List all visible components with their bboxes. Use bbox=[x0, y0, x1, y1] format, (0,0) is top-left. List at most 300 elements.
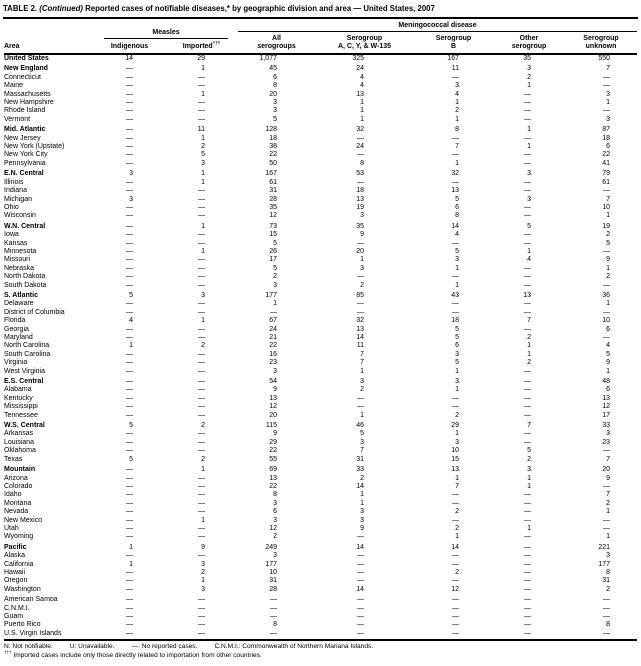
cell-value: 1 bbox=[129, 560, 133, 568]
cell-value: — bbox=[198, 430, 205, 438]
cell-value: 32 bbox=[451, 170, 459, 178]
cell-value: 5 bbox=[455, 334, 459, 341]
cell-value: 1 bbox=[201, 65, 205, 73]
cell-value: 3 bbox=[201, 159, 205, 167]
cell-value: — bbox=[603, 187, 610, 195]
area-name: Pacific bbox=[4, 543, 27, 551]
cell-value: — bbox=[126, 491, 133, 499]
table-row bbox=[4, 569, 637, 577]
table-row bbox=[4, 561, 637, 569]
cell-value: — bbox=[198, 604, 205, 612]
cell-value: — bbox=[524, 115, 531, 123]
cell-value: — bbox=[357, 568, 364, 576]
cell-value: 29 bbox=[451, 422, 459, 430]
cell-value: — bbox=[524, 604, 531, 612]
column-header-line: All bbox=[272, 35, 281, 42]
footnote-legend-line bbox=[4, 643, 637, 652]
table-row bbox=[4, 290, 637, 300]
area-name: Hawaii bbox=[4, 568, 26, 576]
cell-value: — bbox=[126, 613, 133, 620]
cell-value: — bbox=[126, 256, 133, 264]
cell-value: — bbox=[126, 325, 133, 333]
cell-value: 221 bbox=[598, 543, 610, 551]
area-name: Arkansas bbox=[4, 430, 34, 438]
cell-value: 20 bbox=[269, 90, 277, 98]
cell-value: 1 bbox=[527, 342, 531, 350]
cell-value: 22 bbox=[602, 151, 610, 159]
cell-value: 14 bbox=[451, 543, 459, 551]
cell-value: — bbox=[126, 367, 133, 375]
area-name: Wyoming bbox=[4, 533, 34, 541]
area-name: Virginia bbox=[4, 359, 28, 367]
cell-value: 1 bbox=[455, 99, 459, 107]
cell-value: — bbox=[524, 281, 531, 289]
table-row bbox=[4, 179, 637, 187]
cell-value: 18 bbox=[356, 187, 364, 195]
cell-value: 46 bbox=[356, 422, 364, 430]
cell-value: — bbox=[452, 596, 459, 604]
cell-value: 2 bbox=[527, 359, 531, 367]
table-row bbox=[4, 116, 637, 124]
cell-value: 8 bbox=[455, 126, 459, 134]
table-row bbox=[4, 221, 637, 231]
cell-value: — bbox=[126, 308, 133, 316]
cell-value: 5 bbox=[606, 239, 610, 247]
cell-value: 18 bbox=[451, 317, 459, 325]
cell-value: — bbox=[198, 491, 205, 499]
cell-value: — bbox=[452, 151, 459, 159]
table-body bbox=[4, 54, 637, 640]
cell-value: — bbox=[603, 516, 610, 524]
cell-value: — bbox=[126, 247, 133, 255]
cell-value: 9 bbox=[606, 256, 610, 264]
column-header-serogroup-b bbox=[414, 31, 493, 54]
cell-value: 22 bbox=[269, 151, 277, 159]
title-divider-rule bbox=[3, 17, 638, 19]
group-header-measles-label: Measles bbox=[104, 29, 228, 39]
area-name: Utah bbox=[4, 524, 19, 532]
cell-value: 2 bbox=[527, 334, 531, 341]
table-row bbox=[4, 613, 637, 621]
cell-value: — bbox=[126, 447, 133, 455]
cell-value: 7 bbox=[360, 350, 364, 358]
table-row bbox=[4, 430, 637, 438]
area-name: Delaware bbox=[4, 300, 34, 308]
cell-value: 2 bbox=[455, 568, 459, 576]
cell-value: 115 bbox=[265, 422, 277, 430]
cell-value: 8 bbox=[606, 568, 610, 576]
area-name: Louisiana bbox=[4, 438, 34, 446]
cell-value: — bbox=[126, 273, 133, 281]
cell-value: — bbox=[126, 159, 133, 167]
cell-value: 22 bbox=[269, 447, 277, 455]
cell-value: 8 bbox=[606, 621, 610, 629]
area-name: United States bbox=[4, 55, 49, 62]
cell-value: — bbox=[524, 99, 531, 107]
cell-value: — bbox=[452, 403, 459, 411]
cell-value: — bbox=[198, 256, 205, 264]
table-row bbox=[4, 248, 637, 256]
cell-value: 1 bbox=[455, 281, 459, 289]
cell-value: 1 bbox=[360, 115, 364, 123]
cell-value: — bbox=[524, 212, 531, 220]
area-name: Wisconsin bbox=[4, 212, 36, 220]
cell-value: 4 bbox=[606, 342, 610, 350]
cell-value: — bbox=[198, 264, 205, 272]
cell-value: 50 bbox=[269, 159, 277, 167]
area-name: W.N. Central bbox=[4, 222, 46, 230]
cell-value: 32 bbox=[356, 126, 364, 134]
cell-value: — bbox=[126, 239, 133, 247]
cell-value: 5 bbox=[527, 222, 531, 230]
cell-value: — bbox=[524, 430, 531, 438]
cell-value: 3 bbox=[273, 367, 277, 375]
cell-value: 1 bbox=[273, 300, 277, 308]
cell-value: 3 bbox=[606, 115, 610, 123]
cell-value: 1 bbox=[527, 350, 531, 358]
cell-value: 1 bbox=[527, 524, 531, 532]
cell-value: 23 bbox=[602, 438, 610, 446]
cell-value: 2 bbox=[273, 273, 277, 281]
cell-value: 61 bbox=[269, 178, 277, 186]
cell-value: 3 bbox=[273, 99, 277, 107]
footnote-imported-line bbox=[4, 649, 637, 661]
cell-value: — bbox=[357, 134, 364, 142]
table-row bbox=[4, 395, 637, 403]
cell-value: 1 bbox=[129, 543, 133, 551]
cell-value: 2 bbox=[527, 455, 531, 463]
column-header-line: Serogroup bbox=[435, 35, 472, 42]
column-header-imported-label: Imported bbox=[182, 43, 213, 50]
cell-value: — bbox=[524, 187, 531, 195]
area-name: Connecticut bbox=[4, 73, 41, 81]
cell-value: — bbox=[270, 596, 277, 604]
cell-value: — bbox=[198, 308, 205, 316]
cell-value: — bbox=[452, 134, 459, 142]
cell-value: 13 bbox=[602, 394, 610, 402]
cell-value: 35 bbox=[356, 222, 364, 230]
cell-value: — bbox=[126, 378, 133, 386]
cell-value: — bbox=[126, 134, 133, 142]
area-name: Arizona bbox=[4, 474, 28, 482]
cell-value: — bbox=[126, 264, 133, 272]
cell-value: 1 bbox=[360, 491, 364, 499]
area-name: Rhode Island bbox=[4, 107, 46, 115]
cell-value: — bbox=[524, 403, 531, 411]
area-name: Oregon bbox=[4, 577, 28, 585]
table-row bbox=[4, 386, 637, 394]
cell-value: — bbox=[198, 82, 205, 90]
cell-value: — bbox=[198, 508, 205, 516]
cell-value: — bbox=[198, 386, 205, 394]
area-name: Oklahoma bbox=[4, 447, 36, 455]
cell-value: 2 bbox=[455, 107, 459, 115]
cell-value: 7 bbox=[606, 455, 610, 463]
table-row bbox=[4, 196, 637, 204]
cell-value: 33 bbox=[356, 466, 364, 474]
cell-value: — bbox=[524, 621, 531, 629]
table-row bbox=[4, 368, 637, 376]
area-name: District of Columbia bbox=[4, 308, 65, 316]
column-header-line: A, C, Y, & W-135 bbox=[337, 43, 392, 50]
cell-value: — bbox=[126, 499, 133, 507]
cell-value: 6 bbox=[455, 342, 459, 350]
cell-value: — bbox=[126, 596, 133, 604]
area-name: Colorado bbox=[4, 482, 33, 490]
area-name: Minnesota bbox=[4, 247, 37, 255]
table-row bbox=[4, 326, 637, 334]
cell-value: 2 bbox=[360, 386, 364, 394]
cell-value: 17 bbox=[269, 256, 277, 264]
table-row bbox=[4, 376, 637, 386]
dagger-marker: ††† bbox=[4, 649, 12, 655]
cell-value: 14 bbox=[356, 482, 364, 490]
cell-value: — bbox=[414, 630, 493, 640]
cell-value: — bbox=[603, 596, 610, 604]
cell-value: 1,077 bbox=[259, 55, 277, 62]
cell-value: — bbox=[452, 394, 459, 402]
cell-value: 3 bbox=[527, 170, 531, 178]
cell-value: 7 bbox=[360, 359, 364, 367]
cell-value: 14 bbox=[356, 585, 364, 593]
cell-value: — bbox=[524, 394, 531, 402]
cell-value: — bbox=[126, 524, 133, 532]
area-name: Tennessee bbox=[4, 411, 38, 419]
cell-value: — bbox=[198, 212, 205, 220]
cell-value: 9 bbox=[201, 543, 205, 551]
cell-value: — bbox=[126, 203, 133, 211]
cell-value: — bbox=[198, 187, 205, 195]
area-name: Massachusetts bbox=[4, 90, 51, 98]
cell-value: 1 bbox=[527, 474, 531, 482]
cell-value: 85 bbox=[356, 291, 364, 299]
cell-value: — bbox=[357, 621, 364, 629]
cell-value: — bbox=[452, 552, 459, 560]
area-name: Kentucky bbox=[4, 394, 33, 402]
table-row bbox=[4, 517, 637, 525]
cell-value: — bbox=[603, 308, 610, 316]
area-name: Alabama bbox=[4, 386, 32, 394]
cell-value: 1 bbox=[360, 107, 364, 115]
table-row bbox=[4, 300, 637, 308]
table-row bbox=[4, 359, 637, 367]
cell-value: — bbox=[357, 604, 364, 612]
area-name: Mid. Atlantic bbox=[4, 126, 46, 134]
cell-value: 3 bbox=[129, 195, 133, 203]
cell-value: 3 bbox=[606, 430, 610, 438]
table-title-continued: (Continued) bbox=[39, 4, 83, 13]
table-row bbox=[4, 334, 637, 342]
cell-value: 28 bbox=[269, 195, 277, 203]
footnote-imported-text: Imported cases include only those directly related to importation from other countries. bbox=[13, 651, 262, 659]
cell-value: — bbox=[126, 403, 133, 411]
cell-value: — bbox=[524, 239, 531, 247]
cell-value: — bbox=[126, 90, 133, 98]
area-name: Idaho bbox=[4, 491, 22, 499]
cell-value: — bbox=[452, 516, 459, 524]
cell-value: 73 bbox=[269, 222, 277, 230]
cell-value: 3 bbox=[273, 499, 277, 507]
cell-value: — bbox=[198, 474, 205, 482]
cell-value: 13 bbox=[451, 187, 459, 195]
cell-value: 9 bbox=[606, 474, 610, 482]
cell-value: — bbox=[603, 447, 610, 455]
cell-value: 4 bbox=[527, 256, 531, 264]
cell-value: 1 bbox=[360, 411, 364, 419]
cell-value: 1 bbox=[360, 367, 364, 375]
cell-value: — bbox=[524, 596, 531, 604]
cell-value: — bbox=[126, 466, 133, 474]
cell-value: 11 bbox=[451, 65, 459, 73]
cell-value: — bbox=[126, 187, 133, 195]
table-row bbox=[4, 447, 637, 455]
cell-value: 3 bbox=[455, 256, 459, 264]
cell-value: 8 bbox=[273, 621, 277, 629]
cell-value: — bbox=[524, 508, 531, 516]
cell-value: 2 bbox=[455, 524, 459, 532]
cell-value: 1 bbox=[455, 115, 459, 123]
cell-value: — bbox=[524, 367, 531, 375]
area-name: Ohio bbox=[4, 203, 19, 211]
cell-value: 5 bbox=[455, 325, 459, 333]
area-name: Georgia bbox=[4, 325, 29, 333]
area-name: Mountain bbox=[4, 466, 36, 474]
cell-value: 45 bbox=[269, 65, 277, 73]
area-name: Washington bbox=[4, 585, 41, 593]
cell-value: 1 bbox=[606, 99, 610, 107]
cell-value: 2 bbox=[273, 533, 277, 541]
cell-value: — bbox=[198, 359, 205, 367]
area-name: New Mexico bbox=[4, 516, 43, 524]
cell-value: — bbox=[524, 552, 531, 560]
area-name: Nebraska bbox=[4, 264, 34, 272]
cell-value: 550 bbox=[598, 55, 610, 62]
table-row bbox=[4, 525, 637, 533]
cell-value: — bbox=[126, 115, 133, 123]
cell-value: 13 bbox=[356, 195, 364, 203]
cell-value: — bbox=[524, 499, 531, 507]
cell-value: 1 bbox=[455, 430, 459, 438]
cell-value: 7 bbox=[455, 482, 459, 490]
cell-value: — bbox=[126, 107, 133, 115]
area-name: Missouri bbox=[4, 256, 31, 264]
cell-value: 13 bbox=[356, 90, 364, 98]
cell-value: 13 bbox=[523, 291, 531, 299]
cell-value: — bbox=[524, 491, 531, 499]
cell-value: 1 bbox=[201, 317, 205, 325]
cell-value: 8 bbox=[360, 159, 364, 167]
area-name: Pennsylvania bbox=[4, 159, 46, 167]
cell-value: 7 bbox=[606, 195, 610, 203]
cell-value: — bbox=[357, 577, 364, 585]
cell-value: 1 bbox=[201, 577, 205, 585]
table-row bbox=[4, 187, 637, 195]
cell-value: 1 bbox=[201, 170, 205, 178]
area-name: Puerto Rico bbox=[4, 621, 41, 629]
table-row bbox=[4, 124, 637, 134]
table-row bbox=[4, 63, 637, 73]
table-row bbox=[4, 74, 637, 82]
cell-value: 54 bbox=[269, 378, 277, 386]
table-row bbox=[4, 542, 637, 552]
cell-value: 14 bbox=[451, 222, 459, 230]
cell-value: — bbox=[126, 577, 133, 585]
table-row bbox=[4, 412, 637, 420]
cell-value: 2 bbox=[201, 455, 205, 463]
cell-value: 3 bbox=[273, 516, 277, 524]
cell-value: — bbox=[315, 630, 414, 640]
table-title bbox=[3, 4, 638, 14]
cell-value: 5 bbox=[455, 195, 459, 203]
cell-value: — bbox=[126, 552, 133, 560]
cell-value: — bbox=[270, 308, 277, 316]
cell-value: 1 bbox=[606, 300, 610, 308]
cell-value: 3 bbox=[360, 378, 364, 386]
cell-value: 3 bbox=[455, 350, 459, 358]
table-row bbox=[4, 107, 637, 115]
cell-value: 5 bbox=[455, 247, 459, 255]
cell-value: 5 bbox=[360, 430, 364, 438]
cell-value: — bbox=[452, 73, 459, 81]
cell-value: — bbox=[603, 73, 610, 81]
cell-value: 3 bbox=[455, 438, 459, 446]
cell-value: 11 bbox=[197, 126, 205, 134]
cell-value: — bbox=[126, 99, 133, 107]
cell-value: — bbox=[524, 577, 531, 585]
cell-value: — bbox=[126, 281, 133, 289]
cell-value: 48 bbox=[602, 378, 610, 386]
table-row bbox=[4, 204, 637, 212]
cell-value: — bbox=[603, 82, 610, 90]
cell-value: 6 bbox=[273, 508, 277, 516]
cell-value: — bbox=[126, 604, 133, 612]
cell-value: 1 bbox=[606, 508, 610, 516]
area-name: New Jersey bbox=[4, 134, 41, 142]
cell-value: 9 bbox=[606, 359, 610, 367]
cell-value: 3 bbox=[360, 212, 364, 220]
cell-value: — bbox=[357, 533, 364, 541]
table-row bbox=[4, 151, 637, 159]
area-name: Montana bbox=[4, 499, 32, 507]
table-row bbox=[4, 533, 637, 541]
cell-value: — bbox=[126, 178, 133, 186]
cell-value: 38 bbox=[269, 143, 277, 151]
cell-value: 1 bbox=[201, 90, 205, 98]
area-name: W.S. Central bbox=[4, 422, 45, 430]
cell-value: — bbox=[524, 151, 531, 159]
area-name: Indiana bbox=[4, 187, 27, 195]
table-row bbox=[4, 403, 637, 411]
cell-value: — bbox=[452, 604, 459, 612]
cell-value: 3 bbox=[455, 378, 459, 386]
cell-value: — bbox=[493, 630, 565, 640]
cell-value: 3 bbox=[201, 585, 205, 593]
cell-value: 55 bbox=[269, 455, 277, 463]
cell-value: 3 bbox=[273, 281, 277, 289]
cell-value: 1 bbox=[527, 247, 531, 255]
cell-value: — bbox=[198, 239, 205, 247]
area-name: North Carolina bbox=[4, 342, 50, 350]
cell-value: 43 bbox=[451, 291, 459, 299]
cell-value: 5 bbox=[129, 291, 133, 299]
cell-value: 3 bbox=[273, 552, 277, 560]
cell-value: 53 bbox=[356, 170, 364, 178]
cell-value: — bbox=[357, 394, 364, 402]
cell-value: — bbox=[126, 151, 133, 159]
cell-value: 2 bbox=[360, 474, 364, 482]
cell-value: — bbox=[126, 300, 133, 308]
cell-value: — bbox=[198, 438, 205, 446]
